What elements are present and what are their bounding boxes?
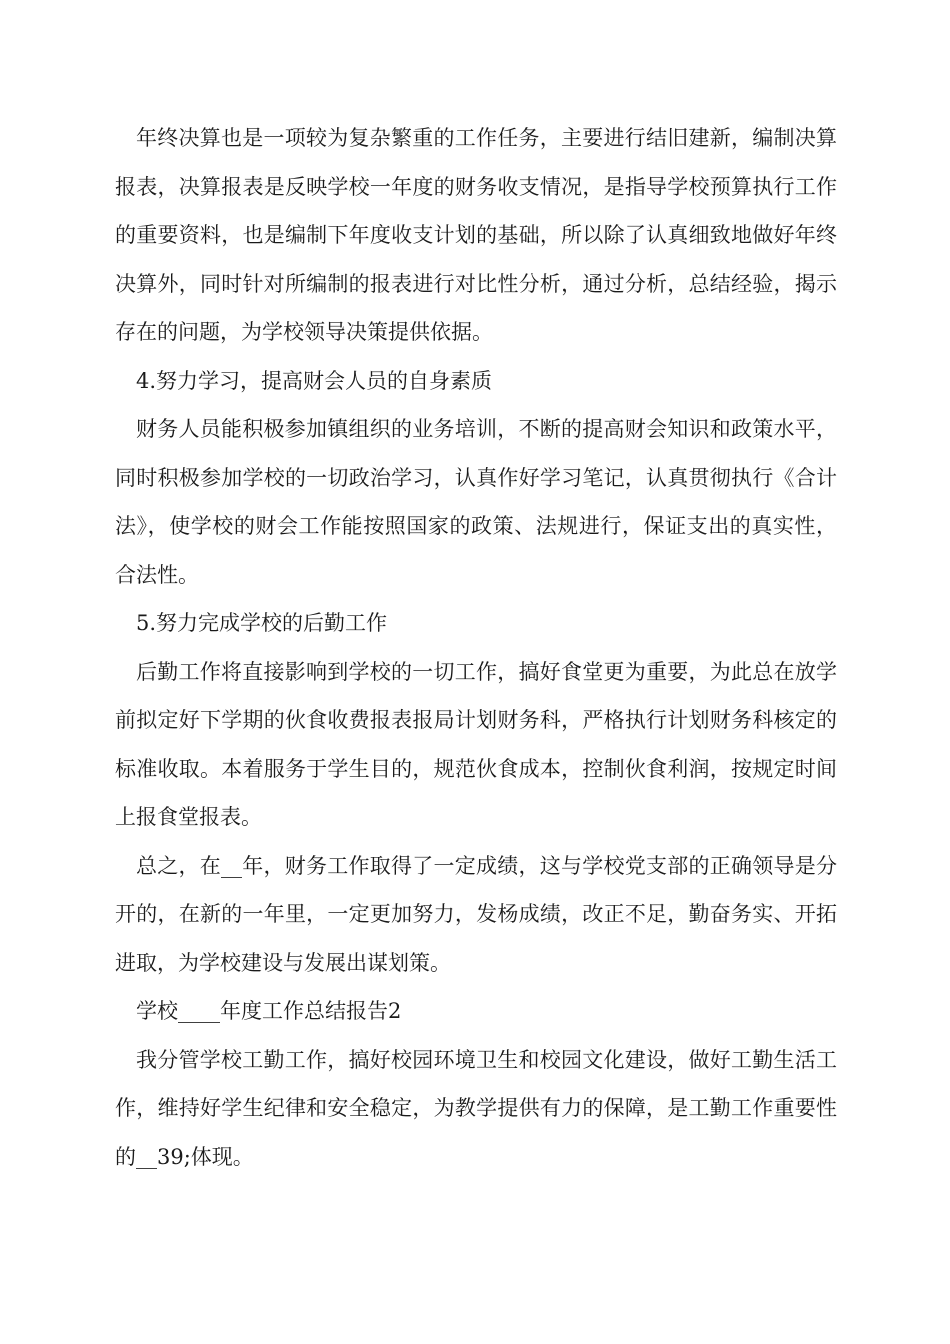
section-heading-4: 4.努力学习，提高财会人员的自身素质 xyxy=(136,368,493,393)
document-body xyxy=(115,114,837,1181)
paragraph-logistics: 后勤工作将直接影响到学校的一切工作，搞好食堂更为重要，为此总在放学前拟定好下学期的伙食收费报表报局计划财务科，严格执行计划财务科核定的标准收取。本着服务于学生目的，规范伙食成本，控制伙食利润，按规定时间上报食堂报表。 xyxy=(115,659,837,829)
paragraph-training: 财务人员能积极参加镇组织的业务培训，不断的提高财会知识和政策水平，同时积极参加学校的一切政治学习，认真作好学习笔记，认真贯彻执行《合计法》，使学校的财会工作能按照国家的政策、法规进行，保证支出的真实性，合法性。 xyxy=(115,417,837,587)
paragraph-year-end-accounts: 年终决算也是一项较为复杂繁重的工作任务，主要进行结旧建新，编制决算报表，决算报表是反映学校一年度的财务收支情况，是指导学校预算执行工作的重要资料，也是编制下年度收支计划的基础，所以除了认真细致地做好年终决算外，同时针对所编制的报表进行对比性分析，通过分析，总结经验，揭示存在的问题，为学校领导决策提供依据。 xyxy=(115,126,837,344)
report-title-2: 学校____年度工作总结报告2 xyxy=(136,999,402,1023)
section-heading-5: 5.努力完成学校的后勤工作 xyxy=(136,611,388,635)
paragraph-work-duties: 我分管学校工勤工作，搞好校园环境卫生和校园文化建设，做好工勤生活工作，维持好学生纪律和安全稳定，为教学提供有力的保障，是工勤工作重要性的__39;体现。 xyxy=(115,1047,837,1169)
paragraph-summary: 总之，在__年，财务工作取得了一定成绩，这与学校党支部的正确领导是分开的，在新的一年里，一定更加努力，发杨成绩，改正不足，勤奋务实、开拓进取，为学校建设与发展出谋划策。 xyxy=(115,853,837,975)
